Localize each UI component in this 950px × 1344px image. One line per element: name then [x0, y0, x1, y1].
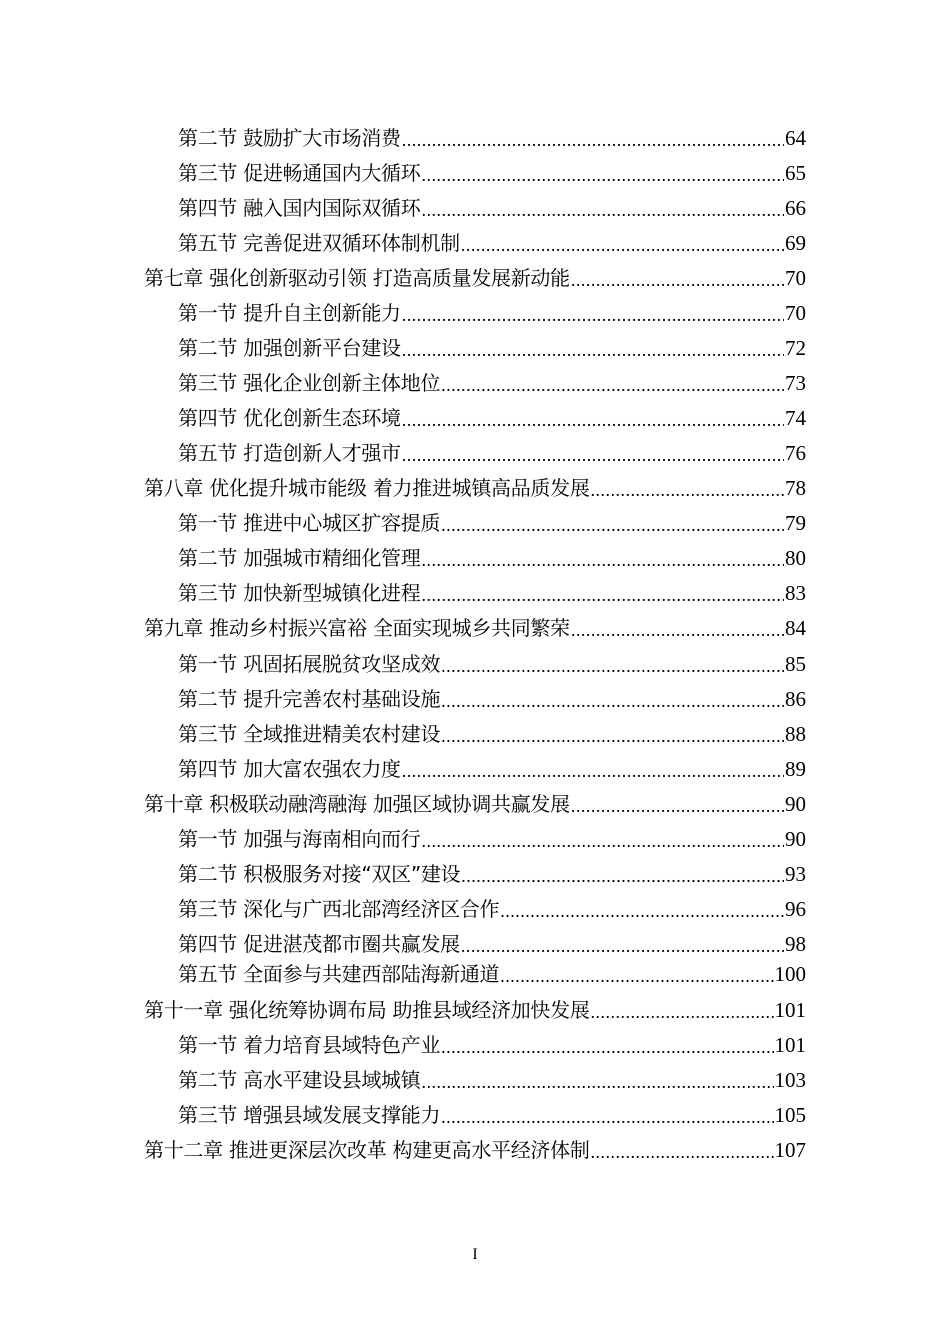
- toc-entry-title: 第三节 强化企业创新主体地位: [178, 371, 441, 395]
- toc-entry-title: 第二节 鼓励扩大市场消费: [178, 126, 401, 150]
- toc-section-entry[interactable]: [178, 860, 806, 888]
- toc-leader-dots: [402, 128, 784, 152]
- toc-entry-page: 98: [785, 932, 806, 956]
- toc-leader-dots: [591, 478, 784, 502]
- toc-entry-title: 第九章 推动乡村振兴富裕 全面实现城乡共同繁荣: [144, 616, 570, 640]
- toc-entry-page: 74: [785, 406, 806, 430]
- toc-section-entry[interactable]: [178, 755, 806, 783]
- toc-section-entry[interactable]: [178, 1031, 806, 1059]
- toc-section-entry[interactable]: [178, 895, 806, 923]
- toc-leader-dots: [571, 794, 784, 818]
- toc-leader-dots: [402, 443, 784, 467]
- toc-section-entry[interactable]: [178, 579, 806, 607]
- toc-leader-dots: [421, 198, 784, 222]
- toc-entry-title: 第四节 优化创新生态环境: [178, 406, 401, 430]
- toc-entry-page: 107: [774, 1138, 806, 1162]
- toc-entry-page: 83: [785, 581, 806, 605]
- toc-entry-page: 72: [785, 336, 806, 360]
- toc-entry-page: 103: [774, 1068, 806, 1092]
- toc-entry-title: 第一节 推进中心城区扩容提质: [178, 511, 441, 535]
- toc-chapter-entry[interactable]: [144, 790, 806, 818]
- toc-section-entry[interactable]: [178, 369, 806, 397]
- toc-leader-dots: [461, 864, 784, 888]
- toc-entry-title: 第三节 深化与广西北部湾经济区合作: [178, 897, 500, 921]
- toc-leader-dots: [591, 1140, 774, 1164]
- toc-entry-page: 66: [785, 196, 806, 220]
- toc-section-entry[interactable]: [178, 825, 806, 853]
- toc-entry-page: 64: [785, 126, 806, 150]
- toc-entry-page: 78: [785, 476, 806, 500]
- toc-leader-dots: [500, 899, 784, 923]
- page-number: I: [472, 1246, 478, 1263]
- toc-section-entry[interactable]: [178, 404, 806, 432]
- toc-leader-dots: [571, 268, 784, 292]
- toc-entry-page: 85: [785, 652, 806, 676]
- toc-section-entry[interactable]: [178, 334, 806, 362]
- toc-entry-title: 第四节 加大富农强农力度: [178, 757, 401, 781]
- toc-section-entry[interactable]: [178, 509, 806, 537]
- toc-leader-dots: [571, 618, 784, 642]
- toc-entry-page: 73: [785, 371, 806, 395]
- toc-entry-page: 80: [785, 546, 806, 570]
- toc-entry-page: 65: [785, 161, 806, 185]
- toc-entry-title: 第十章 积极联动融湾融海 加强区域协调共赢发展: [144, 792, 570, 816]
- toc-entry-title: 第八章 优化提升城市能级 着力推进城镇高品质发展: [144, 476, 590, 500]
- toc-entry-title: 第二节 提升完善农村基础设施: [178, 687, 441, 711]
- toc-entry-page: 105: [774, 1103, 806, 1127]
- toc-section-entry[interactable]: [178, 1066, 806, 1094]
- toc-entry-title: 第一节 提升自主创新能力: [178, 301, 401, 325]
- toc-entry-page: 86: [785, 687, 806, 711]
- toc-entry-page: 79: [785, 511, 806, 535]
- toc-section-entry[interactable]: [178, 960, 806, 988]
- toc-entry-title: 第一节 着力培育县域特色产业: [178, 1033, 441, 1057]
- toc-entry-title: 第三节 促进畅通国内大循环: [178, 161, 421, 185]
- toc-entry-page: 90: [785, 792, 806, 816]
- toc-leader-dots: [461, 233, 784, 257]
- toc-section-entry[interactable]: [178, 439, 806, 467]
- toc-section-entry[interactable]: [178, 1101, 806, 1129]
- toc-entry-title: 第四节 融入国内国际双循环: [178, 196, 421, 220]
- toc-leader-dots: [402, 408, 784, 432]
- toc-leader-dots: [441, 689, 784, 713]
- toc-section-entry[interactable]: [178, 685, 806, 713]
- toc-leader-dots: [402, 759, 784, 783]
- toc-section-entry[interactable]: [178, 299, 806, 327]
- toc-chapter-entry[interactable]: [144, 1136, 806, 1164]
- toc-entry-page: 93: [785, 862, 806, 886]
- toc-entry-title: 第五节 完善促进双循环体制机制: [178, 231, 460, 255]
- toc-leader-dots: [441, 1105, 773, 1129]
- toc-chapter-entry[interactable]: [144, 614, 806, 642]
- toc-entry-title: 第三节 增强县域发展支撑能力: [178, 1103, 441, 1127]
- toc-entry-page: 70: [785, 301, 806, 325]
- toc-leader-dots: [421, 163, 784, 187]
- toc-entry-title: 第三节 全域推进精美农村建设: [178, 722, 441, 746]
- toc-section-entry[interactable]: [178, 159, 806, 187]
- toc-entry-page: 84: [785, 616, 806, 640]
- toc-chapter-entry[interactable]: [144, 996, 806, 1024]
- toc-section-entry[interactable]: [178, 194, 806, 222]
- toc-leader-dots: [441, 1035, 773, 1059]
- toc-leader-dots: [500, 964, 773, 988]
- toc-entry-page: 96: [785, 897, 806, 921]
- toc-section-entry[interactable]: [178, 229, 806, 257]
- toc-section-entry[interactable]: [178, 124, 806, 152]
- toc-entry-page: 101: [774, 998, 806, 1022]
- toc-section-entry[interactable]: [178, 720, 806, 748]
- toc-entry-page: 69: [785, 231, 806, 255]
- toc-chapter-entry[interactable]: [144, 264, 806, 292]
- toc-entry-title: 第二节 积极服务对接“双区”建设: [178, 862, 461, 886]
- toc-section-entry[interactable]: [178, 544, 806, 572]
- toc-entry-title: 第一节 加强与海南相向而行: [178, 827, 421, 851]
- toc-entry-title: 第七章 强化创新驱动引领 打造高质量发展新动能: [144, 266, 570, 290]
- toc-entry-title: 第三节 加快新型城镇化进程: [178, 581, 421, 605]
- toc-leader-dots: [441, 724, 784, 748]
- toc-leader-dots: [441, 654, 784, 678]
- toc-entry-title: 第十一章 强化统筹协调布局 助推县域经济加快发展: [144, 998, 590, 1022]
- toc-leader-dots: [402, 303, 784, 327]
- toc-entry-page: 101: [774, 1033, 806, 1057]
- toc-chapter-entry[interactable]: [144, 474, 806, 502]
- toc-leader-dots: [421, 548, 784, 572]
- toc-entry-title: 第二节 高水平建设县域城镇: [178, 1068, 421, 1092]
- toc-entry-title: 第十二章 推进更深层次改革 构建更高水平经济体制: [144, 1138, 590, 1162]
- toc-entry-title: 第二节 加强创新平台建设: [178, 336, 401, 360]
- toc-leader-dots: [402, 338, 784, 362]
- toc-section-entry[interactable]: [178, 650, 806, 678]
- toc-entry-page: 100: [774, 962, 806, 986]
- toc-entry-title: 第一节 巩固拓展脱贫攻坚成效: [178, 652, 441, 676]
- toc-entry-title: 第四节 促进湛茂都市圈共赢发展: [178, 932, 460, 956]
- toc-leader-dots: [591, 1000, 774, 1024]
- toc-entry-page: 89: [785, 757, 806, 781]
- toc-leader-dots: [441, 373, 784, 397]
- toc-entry-title: 第二节 加强城市精细化管理: [178, 546, 421, 570]
- toc-entry-page: 88: [785, 722, 806, 746]
- toc-leader-dots: [461, 934, 784, 958]
- toc-entry-title: 第五节 全面参与共建西部陆海新通道: [178, 962, 500, 986]
- toc-entry-page: 76: [785, 441, 806, 465]
- toc-entry-title: 第五节 打造创新人才强市: [178, 441, 401, 465]
- toc-leader-dots: [441, 513, 784, 537]
- toc-leader-dots: [421, 583, 784, 607]
- toc-leader-dots: [421, 829, 784, 853]
- toc-entry-page: 70: [785, 266, 806, 290]
- toc-section-entry[interactable]: [178, 930, 806, 958]
- toc-entry-page: 90: [785, 827, 806, 851]
- toc-leader-dots: [421, 1070, 773, 1094]
